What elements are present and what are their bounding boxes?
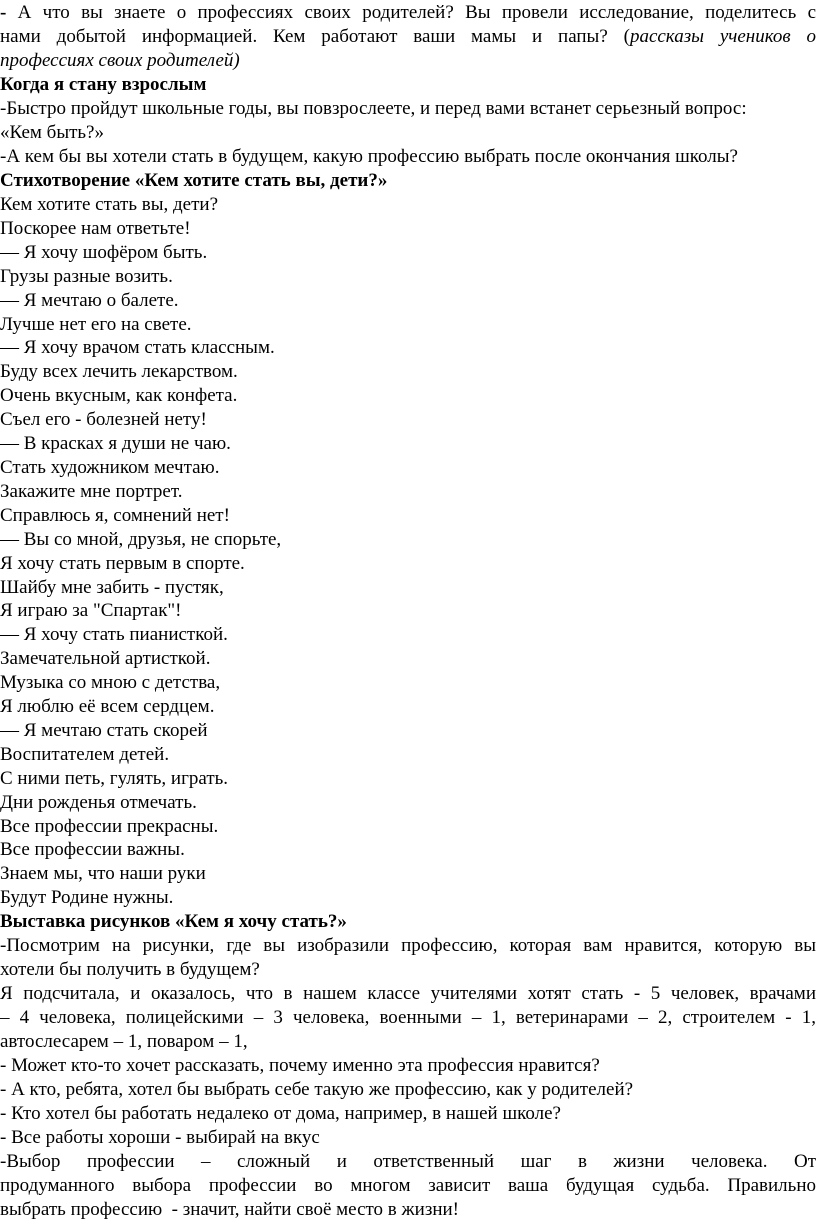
poem-line: Кем хотите стать вы, дети? [0,194,219,215]
intro-text-2b: рассказы учеников о [629,26,816,47]
question-3: - Кто хотел бы работать недалеко от дома, например, в нашей школе? [0,1103,561,1125]
poem [0,193,816,910]
poem-line: Все профессии прекрасны. [0,815,219,837]
poem-line: Шайбу мне забить - пустяк, [0,576,224,598]
section3-paragraph-1-line-1: -Посмотрим на рисунки, где вы изобразили профессию, которая вам нравится, которую вы [0,935,816,957]
poem-line: Поскорее нам ответьте! [0,217,191,239]
intro-dash: - [0,2,7,23]
question-1: - Может кто-то хочет рассказать, почему именно эта профессия нравится? [0,1055,600,1077]
poem-line: Знаем мы, что наши руки [0,863,206,885]
intro-text-1: А что вы знаете о профессиях своих родителей? Вы провели исследование, поделитесь с [17,2,816,23]
section-heading-grown-up: Когда я стану взрослым [0,74,207,95]
poem-line: Воспитателем детей. [0,743,170,765]
poem-line: Дни рожденья отмечать. [0,791,197,813]
final-paragraph-line-1: -Выбор профессии – сложный и ответственный шаг в жизни человека. От [0,1151,816,1173]
poem-line: Закажите мне портрет. [0,480,183,502]
poem-line: Буду всех лечить лекарством. [0,361,238,383]
poem-line: — Я мечтаю стать скорей [0,719,208,741]
poem-line: — Вы со мной, друзья, не спорьте, [0,528,282,550]
poem-line: С ними петь, гулять, играть. [0,767,229,789]
poem-line: — Я хочу стать пианисткой. [0,624,228,646]
intro-text-2a: нами добытой информацией. Кем работают ваши мамы и папы? ( [0,26,630,47]
intro-line-1 [0,1,816,25]
poem-line: Замечательной артисткой. [0,648,211,670]
section3-paragraph-2-line-1: Я подсчитала, и оказалось, что в нашем классе учителями хотят стать - 5 человек, врачами [0,983,816,1005]
section1-paragraph-2: -А кем бы вы хотели стать в будущем, какую профессию выбрать после окончания школы? [0,146,738,167]
poem-line: Очень вкусным, как конфета. [0,385,238,407]
poem-line: Грузы разные возить. [0,265,173,287]
section1-paragraph-1-line-1: -Быстро пройдут школьные годы, вы повзрослеете, и перед вами встанет серьезный вопрос: [0,98,747,119]
section3-paragraph-2-line-3: автослесарем – 1, поваром – 1, [0,1031,248,1053]
poem-line: — Я мечтаю о балете. [0,289,179,311]
section3-paragraph-1-line-2: хотели бы получить в будущем? [0,959,260,981]
poem-line: — В красках я души не чаю. [0,433,231,455]
poem-line: Справлюсь я, сомнений нет! [0,504,230,526]
poem-line: Все профессии важны. [0,839,185,861]
poem-line: — Я хочу шофёром быть. [0,241,208,263]
intro-line-2 [0,25,816,49]
final-paragraph-line-2: продуманного выбора профессии во многом зависит ваша будущая судьба. Правильно [0,1175,816,1197]
poem-line: Музыка со мною с детства, [0,672,221,694]
intro-line-3: профессиях своих родителей) [0,50,240,71]
poem-line: Я хочу стать первым в спорте. [0,552,245,574]
poem-line: Съел его - болезней нету! [0,409,207,431]
poem-line: — Я хочу врачом стать классным. [0,337,275,359]
section-heading-drawings: Выставка рисунков «Кем я хочу стать?» [0,911,347,933]
section-heading-poem: Стихотворение «Кем хотите стать вы, дети?» [0,170,388,191]
poem-line: Лучше нет его на свете. [0,313,192,335]
question-2: - А кто, ребята, хотел бы выбрать себе такую же профессию, как у родителей? [0,1079,634,1101]
poem-line: Я люблю её всем сердцем. [0,696,215,718]
section1-paragraph-1-line-2: «Кем быть?» [0,122,104,143]
question-4: - Все работы хороши - выбирай на вкус [0,1127,320,1149]
poem-line: Я играю за "Спартак"! [0,600,182,622]
final-paragraph-line-3: выбрать профессию - значит, найти своё место в жизни! [0,1199,459,1221]
poem-line: Стать художником мечтаю. [0,456,220,478]
section3-paragraph-2-line-2: – 4 человека, полицейскими – 3 человека, военными – 1, ветеринарами – 2, строителем - 1, [0,1007,816,1029]
poem-line: Будут Родине нужны. [0,887,174,909]
